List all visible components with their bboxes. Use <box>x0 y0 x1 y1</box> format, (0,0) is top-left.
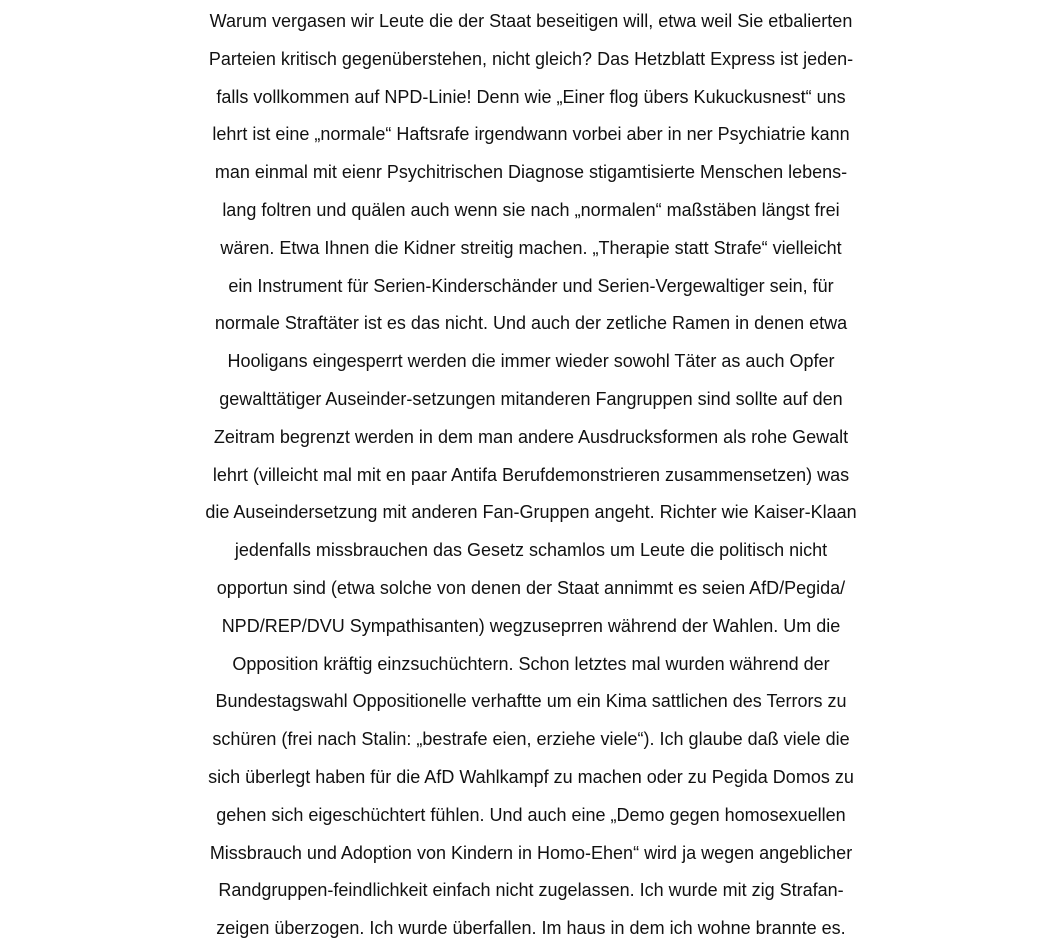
text-line: schüren (frei nach Stalin: „bestrafe eien, erziehe viele“). Ich glaube daß viele die <box>212 729 850 750</box>
text-line: sich überlegt haben für die AfD Wahlkampf zu machen oder zu Pegida Domos zu <box>208 766 854 787</box>
text-line: gehen sich eigeschüchtert fühlen. Und auch eine „Demo gegen homosexuellen <box>216 804 846 825</box>
text-line: zeigen überzogen. Ich wurde überfallen. Im haus in dem ich wohne brannte es. <box>216 918 846 939</box>
text-line: jedenfalls missbrauchen das Gesetz schamlos um Leute die politisch nicht <box>234 540 828 561</box>
text-line: lehrt ist eine „normale“ Haftsrafe irgendwann vorbei aber in ner Psychiatrie kann <box>212 124 850 145</box>
text-line: die Auseindersetzung mit anderen Fan-Gruppen angeht. Richter wie Kaiser-Klaan <box>205 502 857 523</box>
text-line: falls vollkommen auf NPD-Linie! Denn wie „Einer flog übers Kukuckusnest“ uns <box>216 86 846 107</box>
text-line: lang foltren und quälen auch wenn sie nach „normalen“ maßstäben längst frei <box>222 199 840 220</box>
text-line: gewalttätiger Auseinder-setzungen mitanderen Fangruppen sind sollte auf den <box>219 388 843 409</box>
text-line: NPD/REP/DVU Sympathisanten) wegzuseprren während der Wahlen. Um die <box>221 615 841 636</box>
text-line: Hooligans eingesperrt werden die immer wieder sowohl Täter as auch Opfer <box>227 351 835 372</box>
text-line: Randgruppen-feindlichkeit einfach nicht zugelassen. Ich wurde mit zig Strafan- <box>218 880 844 901</box>
text-line: Bundestagswahl Oppositionelle verhaftte um ein Kima sattlichen des Terrors zu <box>215 691 847 712</box>
text-line: wären. Etwa Ihnen die Kidner streitig machen. „Therapie statt Strafe“ vielleicht <box>220 237 842 258</box>
text-line: normale Straftäter ist es das nicht. Und auch der zetliche Ramen in denen etwa <box>214 313 848 334</box>
text-line: ein Instrument für Serien-Kinderschänder und Serien-Vergewaltiger sein, für <box>228 275 834 296</box>
text-line: Warum vergasen wir Leute die der Staat beseitigen will, etwa weil Sie etbalierten <box>209 11 853 31</box>
text-line: Parteien kritisch gegenüberstehen, nicht gleich? Das Hetzblatt Express ist jeden- <box>208 48 854 69</box>
text-line: lehrt (villeicht mal mit en paar Antifa Berufdemonstrieren zusammensetzen) was <box>212 464 850 485</box>
text-line: man einmal mit eienr Psychitrischen Diagnose stigamtisierte Menschen lebens- <box>214 162 848 183</box>
text-line: Zeitram begrenzt werden in dem man andere Ausdrucksformen als rohe Gewalt <box>213 426 849 447</box>
text-line: Opposition kräftig einzsuchüchtern. Schon letztes mal wurden während der <box>232 653 830 674</box>
text-line: opportun sind (etwa solche von denen der Staat annimmt es seien AfD/Pegida/ <box>216 577 846 598</box>
text-line: Missbrauch und Adoption von Kindern in Homo-Ehen“ wird ja wegen angeblicher <box>209 842 853 863</box>
